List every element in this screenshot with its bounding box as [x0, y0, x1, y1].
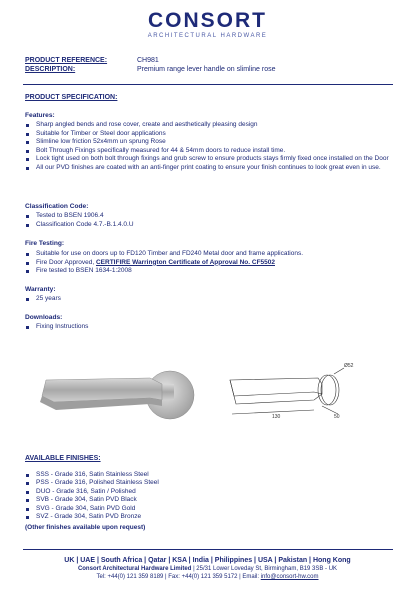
list-item: Suitable for Timber or Steel door applications [25, 130, 390, 139]
list-item: Bolt Through Fixings specifically measured for 44 & 54mm doors to reduce install time. [25, 147, 390, 156]
list-item: Fire tested to BSEN 1634-1:2008 [25, 267, 390, 276]
footer-email-link[interactable]: info@consort-hw.com [260, 574, 319, 580]
list-item: SVB - Grade 304, Satin PVD Black [25, 496, 159, 504]
list-item: Lock tight used on both bolt through fixings and grub screw to ensure products stays firmly fixed once installed on the Door [25, 155, 390, 164]
product-photo [30, 358, 200, 433]
technical-drawing [222, 356, 372, 436]
classification-list [25, 212, 390, 229]
footer-company: Consort Architectural Hardware Limited [77, 566, 192, 572]
rose-diameter-dimension: Ø52 [344, 363, 354, 369]
footer [0, 556, 415, 581]
list-item: Slimline low friction 52x4mm un sprung Rose [25, 138, 390, 147]
finishes-list [25, 471, 159, 521]
footer-countries: UK | UAE | South Africa | Qatar | KSA | India | Philippines | USA | Pakistan | Hong Kong [64, 557, 351, 564]
downloads-heading: Downloads: [25, 314, 63, 321]
fire-heading: Fire Testing: [25, 240, 65, 247]
footer-address-line [0, 565, 415, 573]
list-item: PSS - Grade 316, Polished Stainless Steel [25, 479, 159, 487]
description-value: Premium range lever handle on slimline rose [137, 66, 276, 73]
classification-heading: Classification Code: [25, 203, 89, 210]
list-item: Classification Code 4.7.-B.1.4.0.U [25, 221, 390, 230]
features-heading: Features: [25, 112, 55, 119]
fixing-instructions-link[interactable]: Fixing Instructions [25, 323, 390, 332]
length-dimension: 130 [272, 414, 281, 420]
list-item: SSS - Grade 316, Satin Stainless Steel [25, 471, 159, 479]
product-reference-label: PRODUCT REFERENCE: [25, 57, 108, 64]
downloads-list [25, 323, 390, 332]
list-item [25, 259, 390, 268]
brand-logo [0, 10, 415, 39]
finishes-note: (Other finishes available upon request) [25, 524, 146, 531]
description-label: DESCRIPTION: [25, 66, 76, 73]
list-item: All our PVD finishes are coated with an anti-finger print coating to ensure your finish continues to look great even in use. [25, 164, 390, 173]
finishes-title: AVAILABLE FINISHES: [25, 455, 101, 462]
product-reference-value: CH981 [137, 57, 159, 64]
warranty-list [25, 295, 390, 304]
list-item: Sharp angled bends and rose cover, create and aesthetically pleasing design [25, 121, 390, 130]
brand-tagline: ARCHITECTURAL HARDWARE [147, 33, 268, 39]
footer-contact-line [0, 573, 415, 581]
list-item: Tested to BSEN 1906.4 [25, 212, 390, 221]
footer-divider [23, 549, 393, 550]
warranty-heading: Warranty: [25, 286, 56, 293]
list-item: DUO - Grade 316, Satin / Polished [25, 488, 159, 496]
footer-address: | 25/31 Lower Loveday St, Birmingham, B19 3SB - UK [191, 566, 338, 572]
list-item: Suitable for use on doors up to FD120 Timber and FD240 Metal door and frame applications. [25, 250, 390, 259]
brand-name: CONSORT [148, 9, 267, 32]
fire-approval-text: Fire Door Approved, [36, 258, 96, 266]
list-item: SVZ - Grade 304, Satin PVD Bronze [25, 513, 159, 521]
projection-dimension: 50 [334, 414, 340, 420]
list-item: 25 years [25, 295, 390, 304]
divider [23, 84, 393, 85]
footer-contact: Tel: +44(0) 121 359 8189 | Fax: +44(0) 121 359 5172 | Email: [96, 574, 261, 580]
spec-title: PRODUCT SPECIFICATION: [25, 94, 118, 101]
list-item: SVG - Grade 304, Satin PVD Gold [25, 505, 159, 513]
features-list [25, 121, 390, 173]
certificate-link[interactable]: CERTIFIRE Warrington Certificate of Approval No. CF5502 [95, 258, 275, 266]
fire-list [25, 250, 390, 276]
